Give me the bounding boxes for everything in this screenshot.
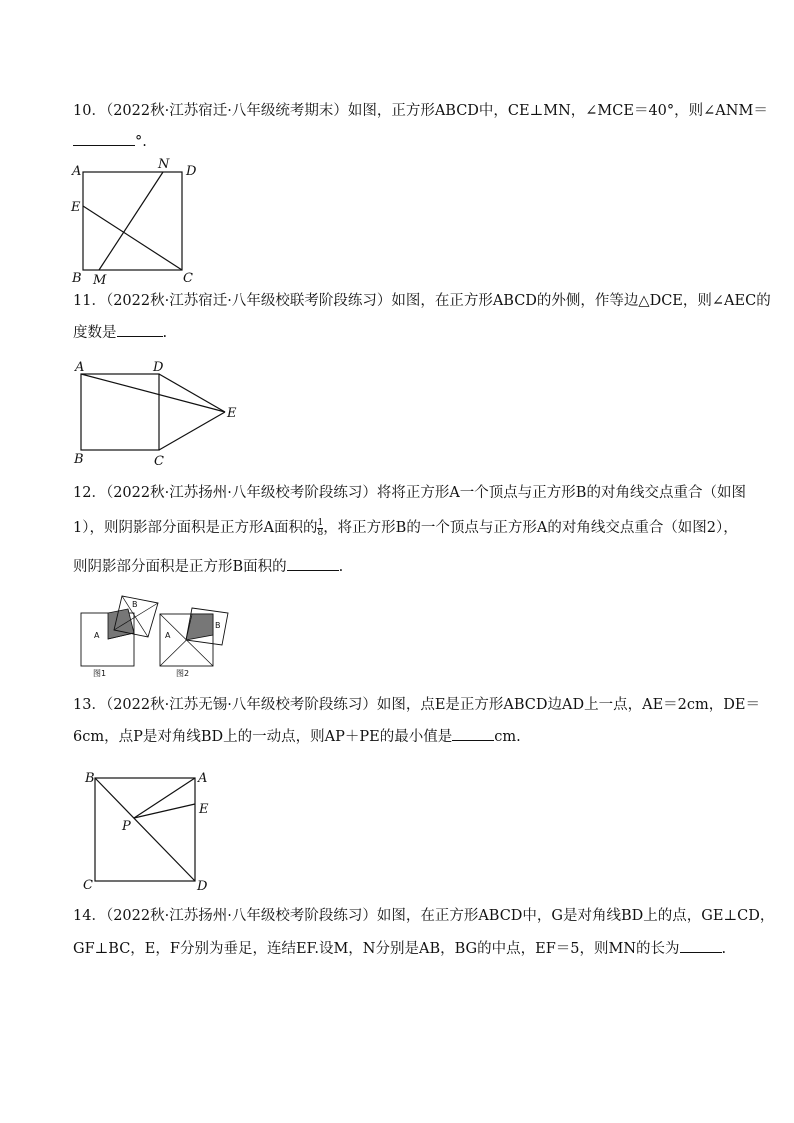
label-b: B — [215, 621, 221, 630]
q12-text-post: ，将正方形B的一个顶点与正方形A的对角线交点重合（如图2）， — [323, 520, 738, 536]
q12-figure-2 — [160, 608, 228, 678]
label-a: A — [198, 771, 208, 786]
label-b: B — [132, 600, 138, 609]
q12-figure-1 — [81, 596, 158, 678]
q13-figure — [78, 765, 218, 897]
shaded-region — [108, 609, 134, 639]
q10-line1: 10．（2022秋·江苏宿迁·八年级统考期末）如图，正方形ABCD中，CE⊥MN，∠MCE＝40°，则∠ANM＝ — [73, 103, 768, 119]
q14-line2 — [73, 938, 726, 959]
label-m: M — [93, 273, 107, 288]
label-e: E — [227, 406, 237, 421]
segment-pa — [134, 778, 195, 818]
q10-line2 — [73, 131, 147, 152]
segment-ce — [159, 412, 225, 450]
q11-line1: 11．（2022秋·江苏宿迁·八年级校联考阶段练习）如图，在正方形ABCD的外侧，作等边△DCE，则∠AEC的 — [73, 293, 771, 309]
q11-line2 — [73, 322, 167, 343]
q10-degree: °. — [135, 134, 147, 150]
caption-figure-2: 图2 — [176, 669, 190, 678]
label-a: A — [75, 360, 85, 375]
caption-figure-1: 图1 — [93, 669, 107, 678]
q10-figure — [66, 158, 201, 288]
label-n: N — [158, 158, 170, 172]
answer-blank[interactable] — [452, 726, 494, 741]
q13-text: 6cm，点P是对角线BD上的一动点，则AP＋PE的最小值是 — [73, 729, 453, 745]
square-abcd — [81, 374, 159, 450]
answer-blank[interactable] — [73, 131, 135, 146]
q14-text: GF⊥BC，E，F分别为垂足，连结EF.设M，N分别是AB，BG的中点，EF＝5，则MN的长为 — [73, 941, 680, 957]
label-c: C — [154, 454, 164, 469]
diagonal-bd — [95, 778, 195, 881]
q12-line2 — [73, 518, 738, 538]
segment-de — [159, 374, 225, 412]
q14-line1: 14．（2022秋·江苏扬州·八年级校考阶段练习）如图，在正方形ABCD中，G是对角线BD上的点，GE⊥CD， — [73, 908, 775, 924]
answer-blank[interactable] — [117, 322, 163, 337]
label-c: C — [83, 878, 93, 893]
label-b: B — [85, 771, 95, 786]
q12-figures — [76, 588, 242, 680]
q13-line1: 13．（2022秋·江苏无锡·八年级校考阶段练习）如图，点E是正方形ABCD边AD上一点，AE＝2cm，DE＝ — [73, 697, 760, 713]
answer-blank[interactable] — [287, 556, 339, 571]
label-b: B — [74, 452, 84, 467]
fraction-one-eighth: $\frac{1}{8}$ — [317, 517, 324, 538]
square-abcd — [83, 172, 182, 270]
segment-pe — [134, 804, 195, 818]
label-a: A — [94, 631, 100, 640]
q11-text: 度数是 — [73, 325, 117, 341]
label-d: D — [186, 164, 197, 179]
q11-period: . — [162, 325, 168, 341]
segment-ce — [83, 206, 182, 270]
label-a: A — [72, 164, 82, 179]
q12-line3 — [73, 556, 343, 577]
answer-blank[interactable] — [680, 938, 722, 953]
q12-text: 则阴影部分面积是正方形B面积的 — [73, 559, 287, 575]
segment-mn — [99, 172, 163, 270]
q12-period: . — [338, 559, 344, 575]
label-a: A — [165, 631, 171, 640]
q14-period: . — [721, 941, 727, 957]
label-d: D — [153, 360, 164, 375]
label-e: E — [199, 802, 209, 817]
q12-text-pre: 1），则阴影部分面积是正方形A面积的 — [73, 520, 318, 536]
q13-unit: cm. — [494, 729, 521, 745]
q11-figure — [68, 355, 243, 470]
segment-ae — [81, 374, 225, 412]
label-c: C — [183, 271, 193, 286]
label-d: D — [197, 879, 208, 894]
label-e: E — [71, 200, 81, 215]
q12-line1: 12．（2022秋·江苏扬州·八年级校考阶段练习）将将正方形A一个顶点与正方形B的对角线交点重合（如图 — [73, 485, 746, 501]
label-b: B — [72, 271, 82, 286]
label-p: P — [122, 819, 131, 834]
q13-line2 — [73, 726, 521, 747]
